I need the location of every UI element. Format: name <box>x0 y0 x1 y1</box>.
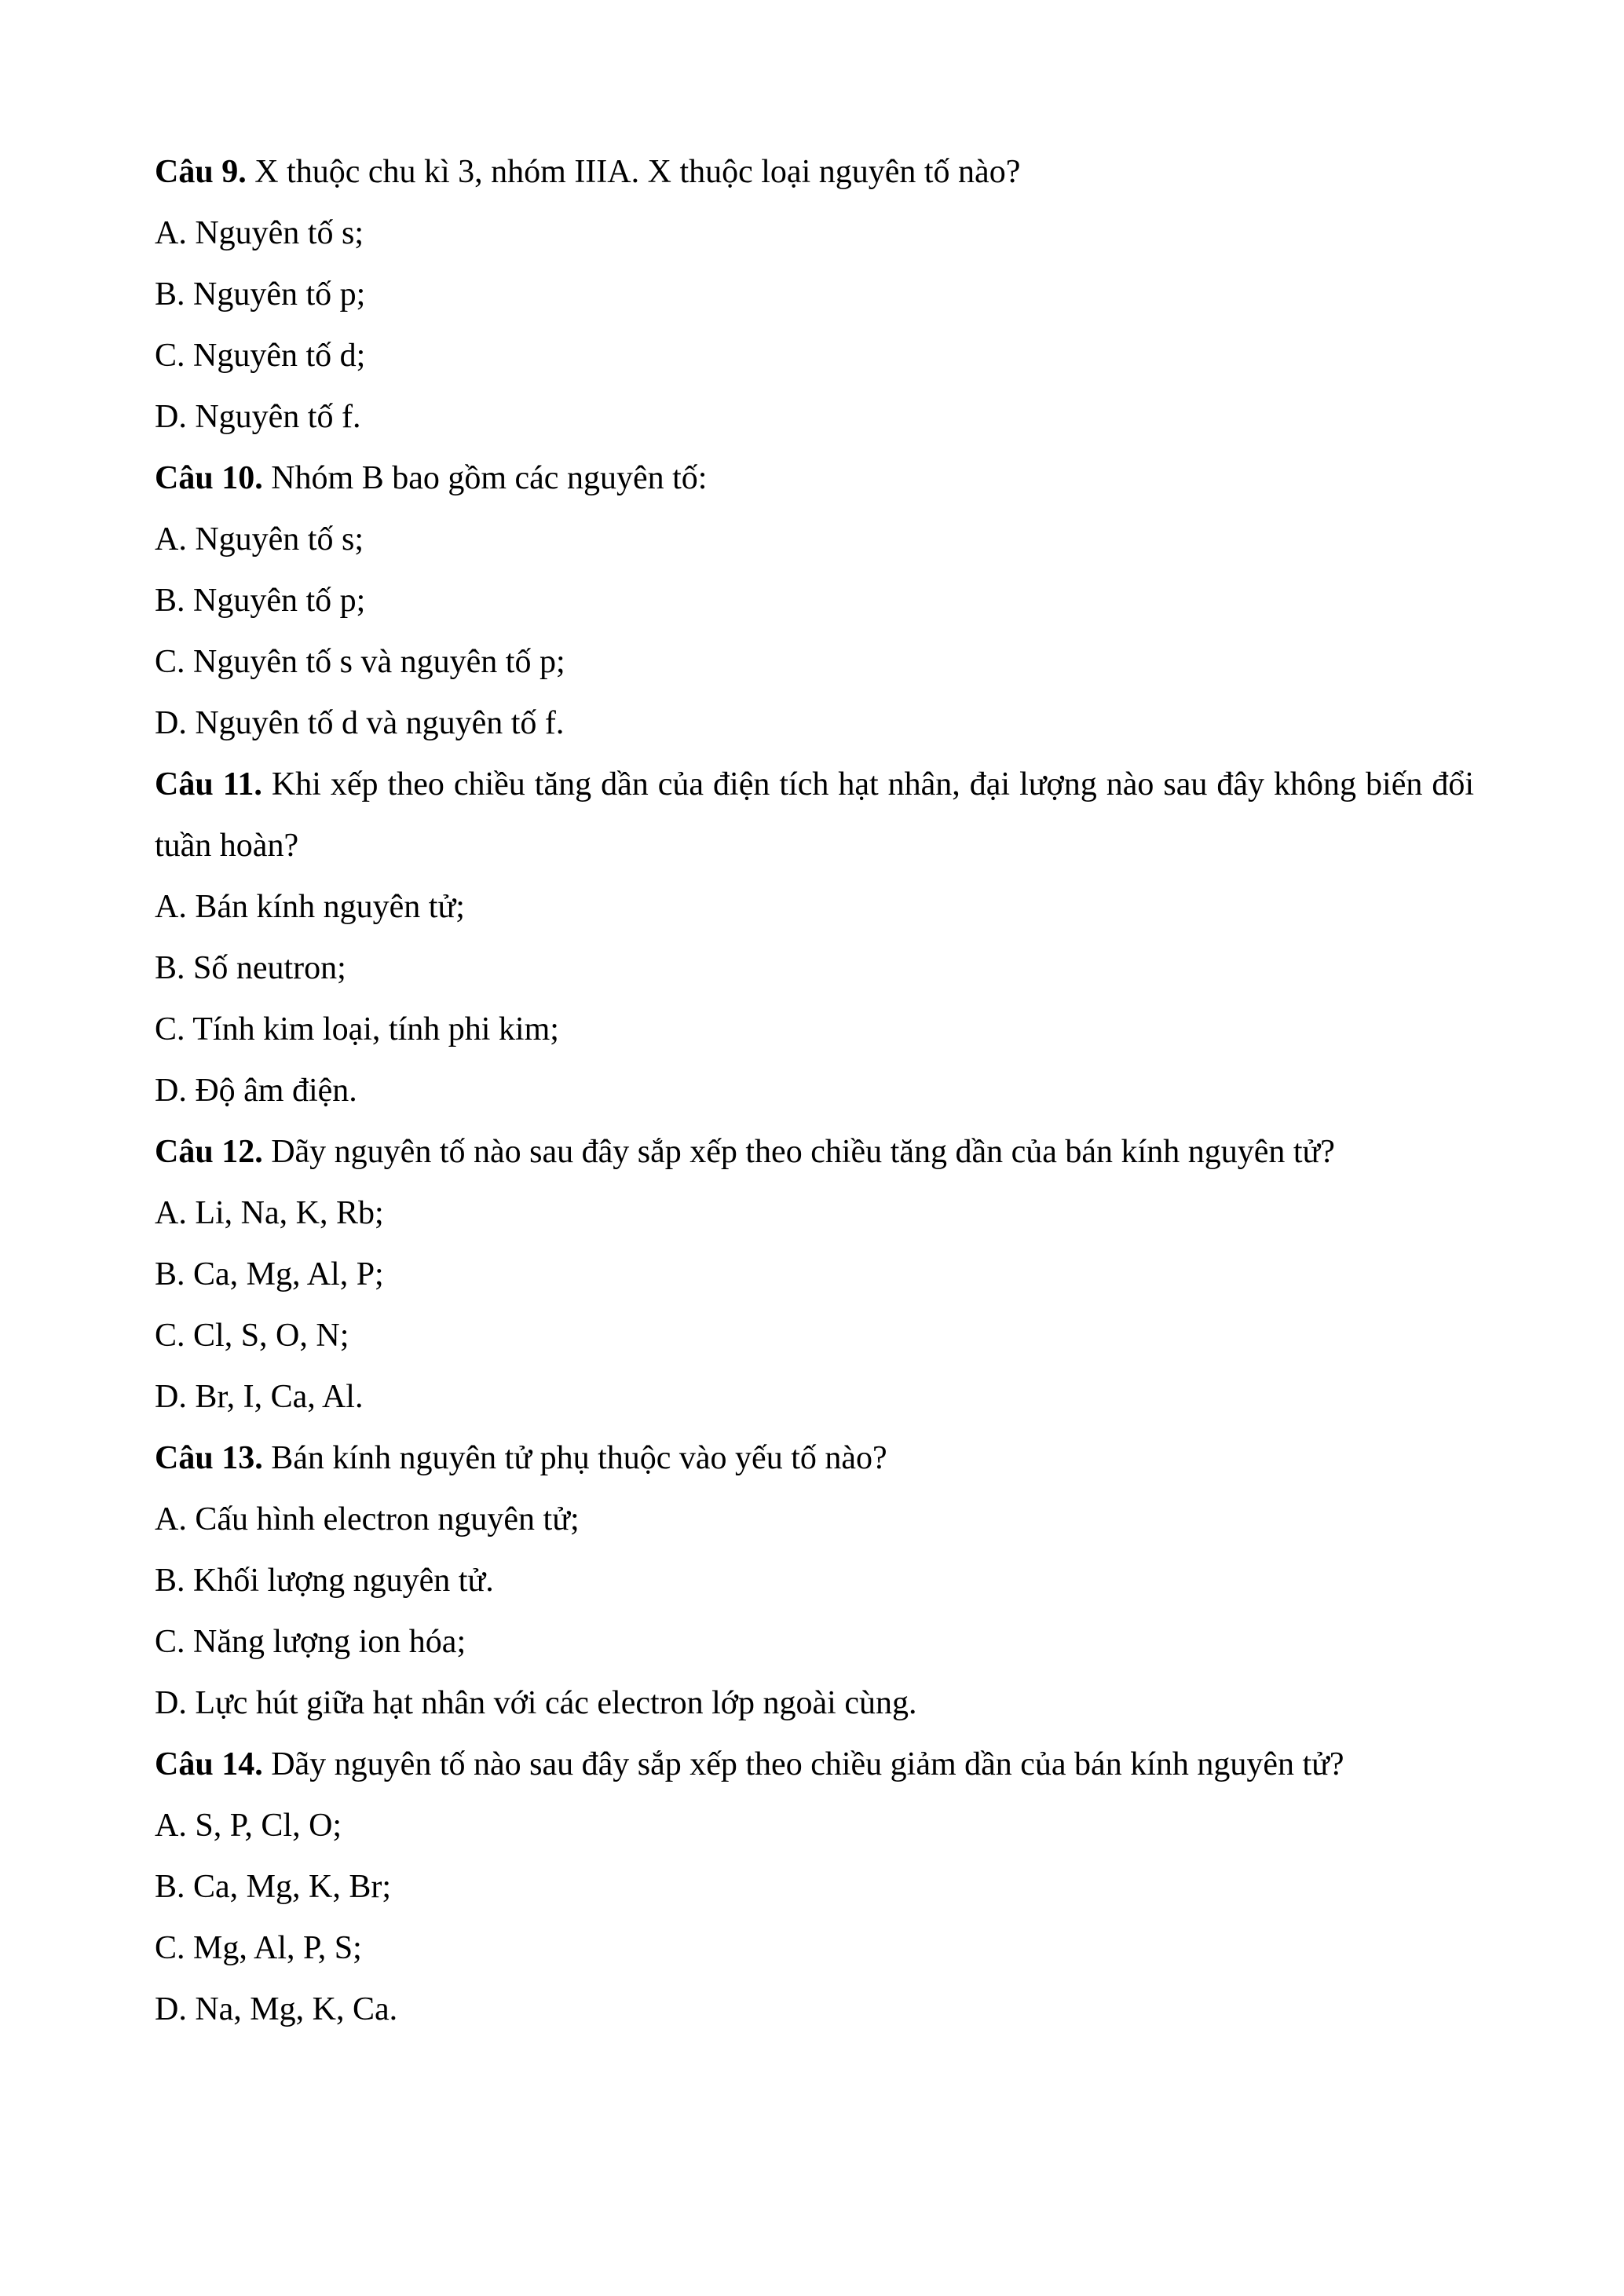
option-c: C. Nguyên tố s và nguyên tố p; <box>155 644 565 680</box>
option-c: C. Tính kim loại, tính phi kim; <box>155 1011 559 1047</box>
option-a: A. Cấu hình electron nguyên tử; <box>155 1501 580 1537</box>
option-d: D. Lực hút giữa hạt nhân với các electron lớp ngoài cùng. <box>155 1685 917 1721</box>
question-stem <box>155 760 1474 883</box>
question-label: Câu 9. <box>155 154 247 190</box>
option-c: C. Mg, Al, P, S; <box>155 1930 362 1966</box>
quiz-content <box>155 148 1474 2046</box>
question-label: Câu 12. <box>155 1134 263 1170</box>
option-d: D. Nguyên tố d và nguyên tố f. <box>155 705 565 741</box>
question-12 <box>155 1128 1474 1434</box>
option-d: D. Br, I, Ca, Al. <box>155 1379 364 1415</box>
question-13 <box>155 1434 1474 1740</box>
question-label: Câu 13. <box>155 1440 263 1476</box>
question-text: Dãy nguyên tố nào sau đây sắp xếp theo chiều giảm dần của bán kính nguyên tử? <box>271 1746 1344 1782</box>
option-d: D. Độ âm điện. <box>155 1073 357 1109</box>
question-text: Khi xếp theo chiều tăng dần của điện tích hạt nhân, đại lượng nào sau đây không biến đổi tuần hoàn? <box>155 766 1475 864</box>
question-stem <box>155 1434 1474 1495</box>
question-stem <box>155 1128 1474 1189</box>
option-c: C. Nguyên tố d; <box>155 338 366 374</box>
question-text: Dãy nguyên tố nào sau đây sắp xếp theo chiều tăng dần của bán kính nguyên tử? <box>271 1134 1335 1170</box>
question-9 <box>155 148 1474 454</box>
question-stem <box>155 454 1474 515</box>
question-14 <box>155 1740 1474 2046</box>
question-11 <box>155 760 1474 1128</box>
question-text: Nhóm B bao gồm các nguyên tố: <box>271 460 708 496</box>
option-b: B. Ca, Mg, K, Br; <box>155 1869 392 1905</box>
option-c: C. Cl, S, O, N; <box>155 1318 349 1354</box>
option-b: B. Số neutron; <box>155 950 346 986</box>
option-b: B. Nguyên tố p; <box>155 583 366 619</box>
option-a: A. S, P, Cl, O; <box>155 1808 342 1844</box>
question-10 <box>155 454 1474 760</box>
option-b: B. Nguyên tố p; <box>155 276 366 313</box>
option-a: A. Nguyên tố s; <box>155 521 364 558</box>
question-stem <box>155 148 1474 209</box>
question-text: X thuộc chu kì 3, nhóm IIIA. X thuộc loại nguyên tố nào? <box>254 154 1021 190</box>
option-a: A. Li, Na, K, Rb; <box>155 1195 384 1231</box>
question-text: Bán kính nguyên tử phụ thuộc vào yếu tố nào? <box>271 1440 887 1476</box>
question-label: Câu 10. <box>155 460 263 496</box>
option-b: B. Khối lượng nguyên tử. <box>155 1563 494 1599</box>
option-d: D. Na, Mg, K, Ca. <box>155 1991 398 2027</box>
option-b: B. Ca, Mg, Al, P; <box>155 1256 384 1292</box>
question-label: Câu 14. <box>155 1746 263 1782</box>
option-c: C. Năng lượng ion hóa; <box>155 1624 466 1660</box>
option-d: D. Nguyên tố f. <box>155 399 361 435</box>
option-a: A. Bán kính nguyên tử; <box>155 889 465 925</box>
option-a: A. Nguyên tố s; <box>155 215 364 251</box>
question-label: Câu 11. <box>155 766 262 803</box>
question-stem <box>155 1740 1474 1801</box>
